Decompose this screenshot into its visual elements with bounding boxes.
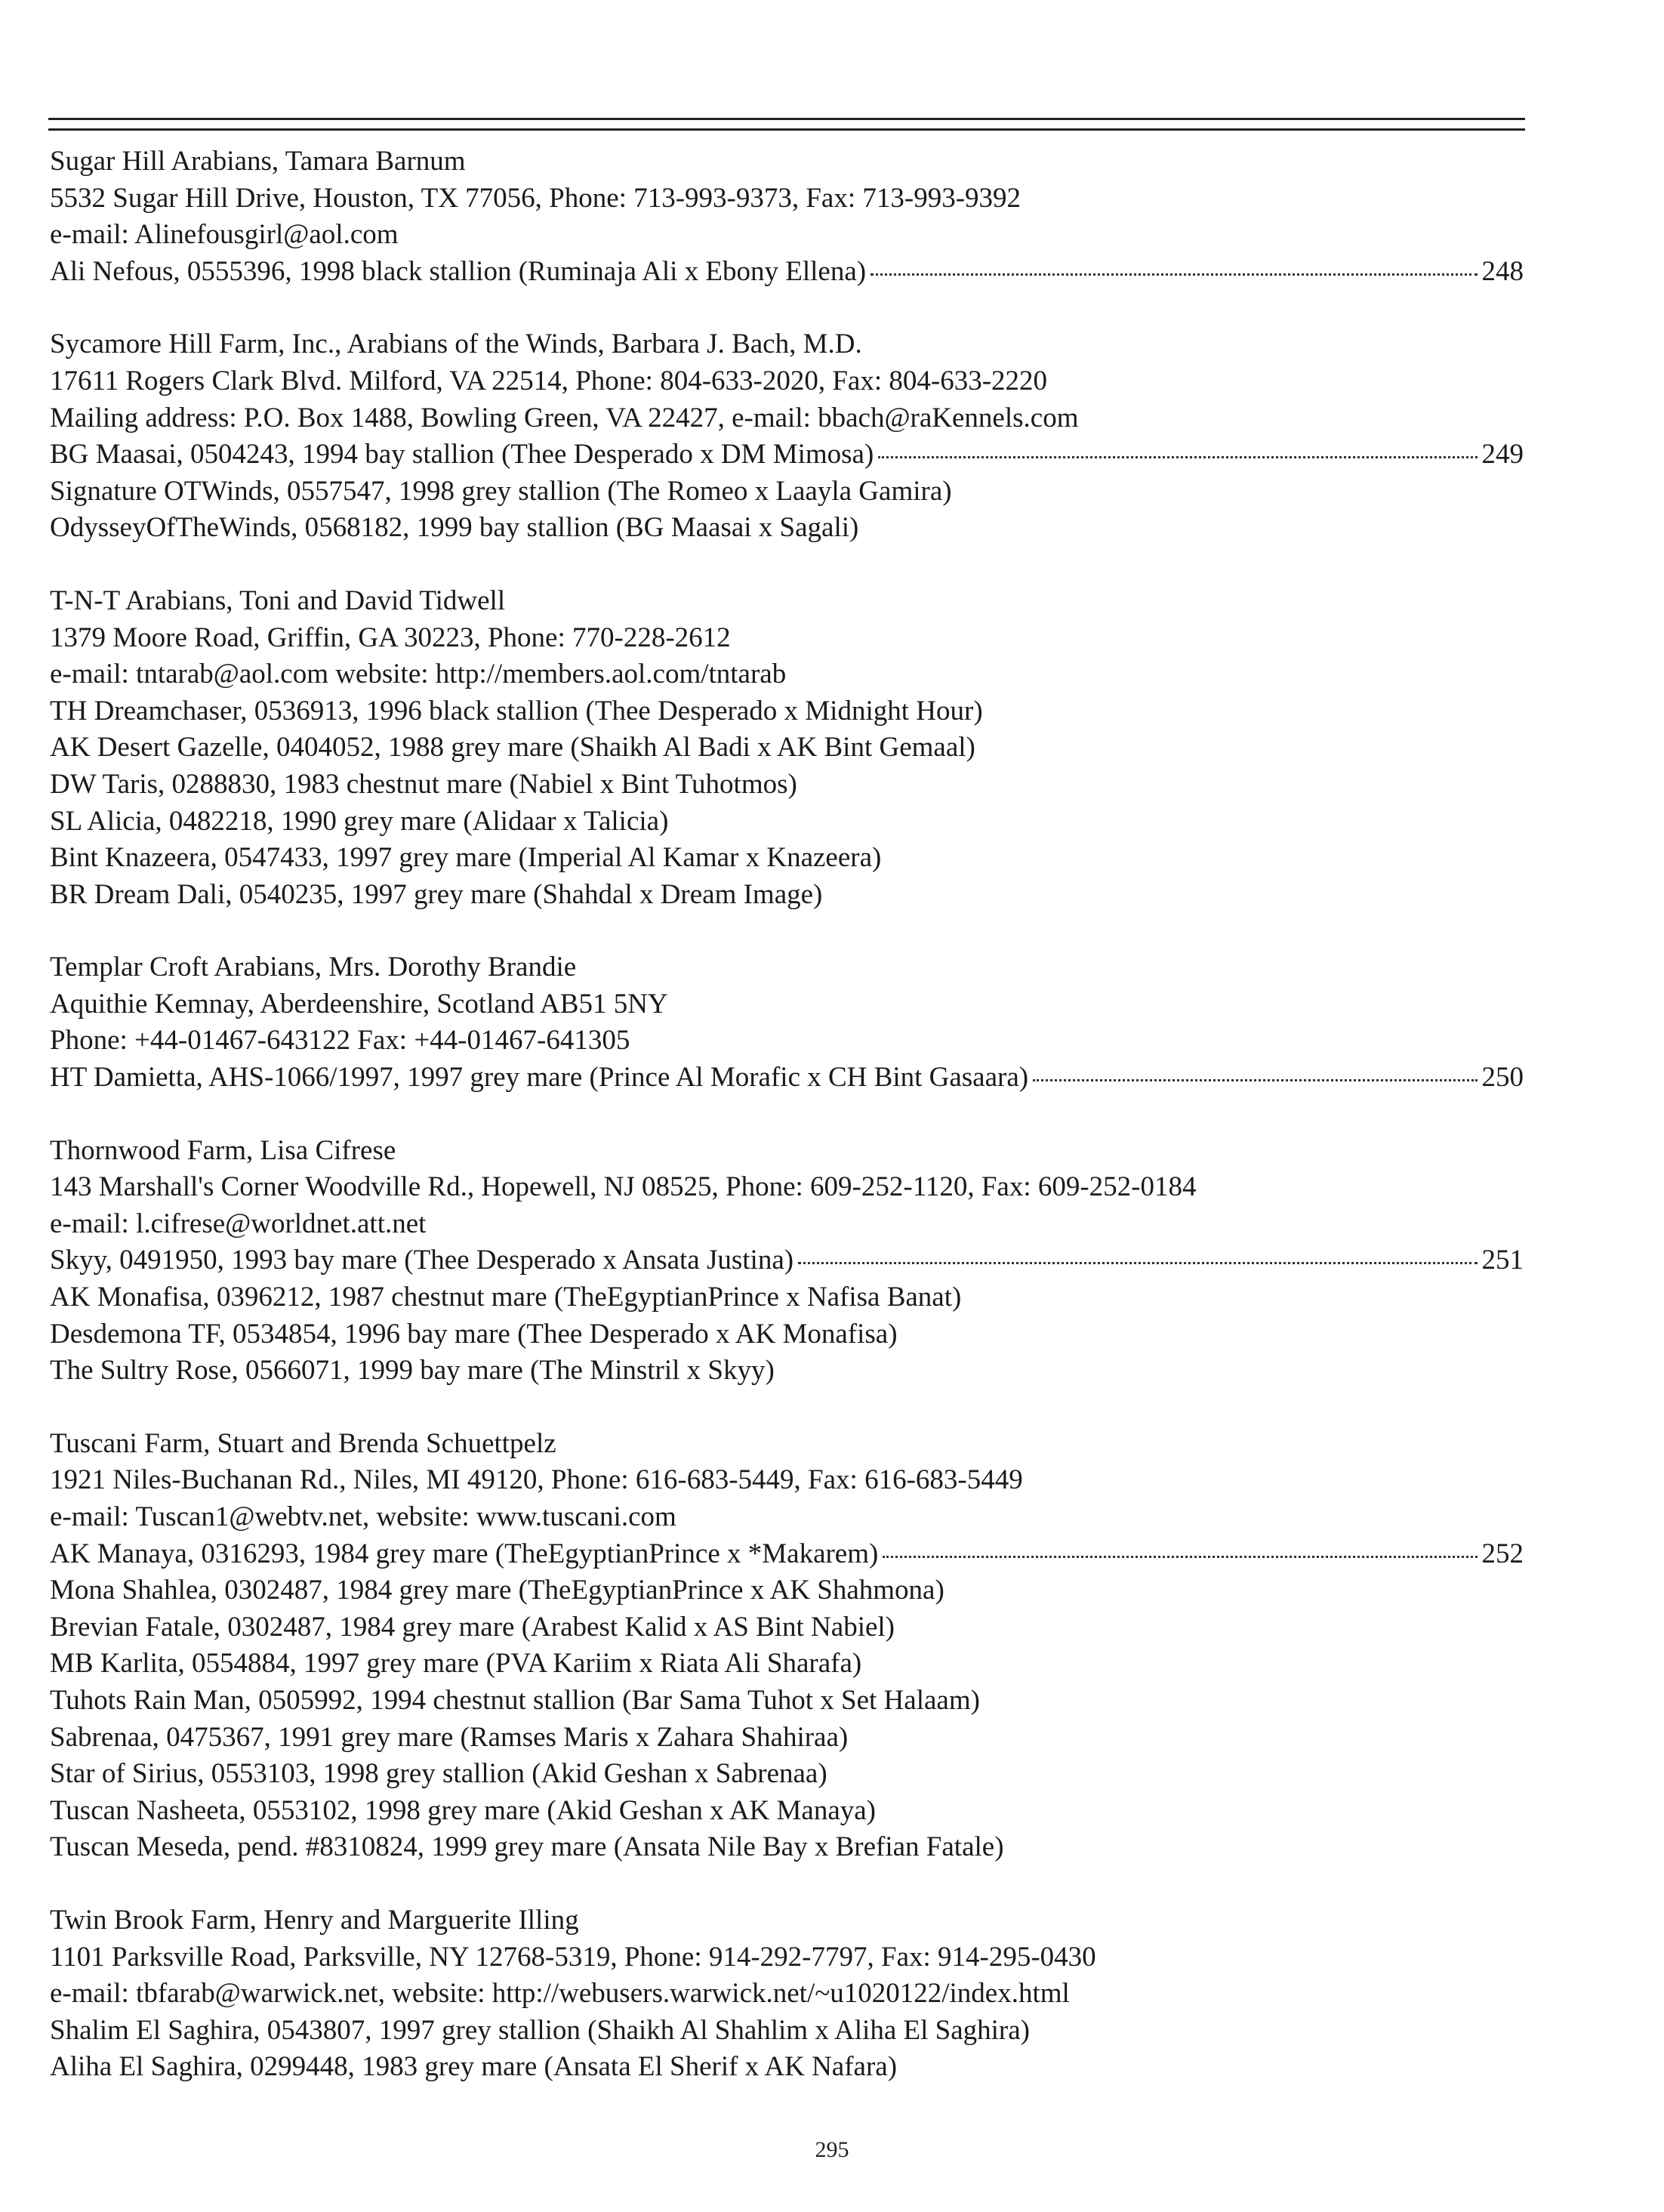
farm-address: 5532 Sugar Hill Drive, Houston, TX 77056, Phone: 713-993-9373, Fax: 713-993-9392	[50, 182, 1022, 214]
farm-contact: e-mail: Alinefousgirl@aol.com	[50, 219, 399, 251]
page-reference: 249	[1481, 439, 1524, 470]
farm-name: Sycamore Hill Farm, Inc., Arabians of the Winds, Barbara J. Bach, M.D.	[50, 329, 862, 360]
dot-leader	[798, 1262, 1477, 1264]
farm-entry	[50, 949, 1524, 1096]
horse-listing	[50, 1060, 1524, 1097]
farm-name: Templar Croft Arabians, Mrs. Dorothy Brandie	[50, 952, 577, 983]
farm-contact: e-mail: tntarab@aol.com website: http://members.aol.com/tntarab	[50, 659, 787, 690]
farm-name: Sugar Hill Arabians, Tamara Barnum	[50, 146, 466, 177]
farm-address: 1921 Niles-Buchanan Rd., Niles, MI 49120, Phone: 616-683-5449, Fax: 616-683-5449	[50, 1464, 1023, 1496]
farm-entry	[50, 143, 1524, 290]
horse-listing: Mona Shahlea, 0302487, 1984 grey mare (TheEgyptianPrince x AK Shahmona)	[50, 1575, 944, 1606]
horse-listing: Desdemona TF, 0534854, 1996 bay mare (Thee Desperado x AK Monafisa)	[50, 1318, 898, 1350]
horse-listing: SL Alicia, 0482218, 1990 grey mare (Alidaar x Talicia)	[50, 805, 669, 837]
farm-name: Tuscani Farm, Stuart and Brenda Schuettpelz	[50, 1427, 556, 1459]
horse-text: BG Maasai, 0504243, 1994 bay stallion (Thee Desperado x DM Mimosa)	[50, 439, 874, 470]
horse-listing: Bint Knazeera, 0547433, 1997 grey mare (Imperial Al Kamar x Knazeera)	[50, 842, 882, 874]
page-reference: 252	[1481, 1538, 1524, 1569]
horse-text: AK Manaya, 0316293, 1984 grey mare (TheEgyptianPrince x *Makarem)	[50, 1538, 879, 1569]
horse-text: Ali Nefous, 0555396, 1998 black stallion (Ruminaja Ali x Ebony Ellena)	[50, 255, 867, 287]
horse-listing: TH Dreamchaser, 0536913, 1996 black stallion (Thee Desperado x Midnight Hour)	[50, 695, 983, 727]
dot-leader	[878, 456, 1477, 458]
horse-listing: AK Monafisa, 0396212, 1987 chestnut mare (TheEgyptianPrince x Nafisa Banat)	[50, 1282, 962, 1313]
dot-leader	[871, 273, 1477, 276]
horse-listing: Tuhots Rain Man, 0505992, 1994 chestnut stallion (Bar Sama Tuhot x Set Halaam)	[50, 1684, 980, 1716]
farm-entry	[50, 1426, 1524, 1866]
horse-listing: Tuscan Meseda, pend. #8310824, 1999 grey mare (Ansata Nile Bay x Brefian Fatale)	[50, 1831, 1004, 1863]
horse-listing: Brevian Fatale, 0302487, 1984 grey mare (Arabest Kalid x AS Bint Nabiel)	[50, 1611, 895, 1643]
horse-listing: Shalim El Saghira, 0543807, 1997 grey stallion (Shaikh Al Shahlim x Aliha El Saghira)	[50, 2014, 1030, 2046]
page-reference: 251	[1481, 1245, 1524, 1276]
horse-listing: MB Karlita, 0554884, 1997 grey mare (PVA Kariim x Riata Ali Sharafa)	[50, 1648, 862, 1680]
farm-address: 1101 Parksville Road, Parksville, NY 12768-5319, Phone: 914-292-7797, Fax: 914-295-0430	[50, 1941, 1096, 1973]
farm-address: 17611 Rogers Clark Blvd. Milford, VA 22514, Phone: 804-633-2020, Fax: 804-633-2220	[50, 365, 1048, 396]
horse-text: HT Damietta, AHS-1066/1997, 1997 grey mare (Prince Al Morafic x CH Bint Gasaara)	[50, 1062, 1029, 1094]
horse-listing	[50, 1536, 1524, 1573]
farm-contact: e-mail: l.cifrese@worldnet.att.net	[50, 1208, 427, 1239]
horse-listing: Aliha El Saghira, 0299448, 1983 grey mare (Ansata El Sherif x AK Nafara)	[50, 2051, 898, 2083]
page-reference: 250	[1481, 1062, 1524, 1094]
horse-listing: OdysseyOfTheWinds, 0568182, 1999 bay stallion (BG Maasai x Sagali)	[50, 512, 859, 544]
top-rule	[48, 118, 1525, 120]
horse-listing: AK Desert Gazelle, 0404052, 1988 grey mare (Shaikh Al Badi x AK Bint Gemaal)	[50, 732, 975, 764]
top-rule-second	[48, 128, 1525, 131]
page-number: 295	[815, 2137, 849, 2162]
farm-name: Thornwood Farm, Lisa Cifrese	[50, 1134, 396, 1166]
farm-name: T-N-T Arabians, Toni and David Tidwell	[50, 585, 506, 616]
farm-address: Aquithie Kemnay, Aberdeenshire, Scotland AB51 5NY	[50, 988, 668, 1020]
farm-address: 143 Marshall's Corner Woodville Rd., Hopewell, NJ 08525, Phone: 609-252-1120, Fax: 609-252-0184	[50, 1171, 1197, 1203]
horse-listing: DW Taris, 0288830, 1983 chestnut mare (Nabiel x Bint Tuhotmos)	[50, 768, 797, 800]
farm-entry	[50, 1902, 1524, 2086]
horse-listing: Tuscan Nasheeta, 0553102, 1998 grey mare (Akid Geshan x AK Manaya)	[50, 1794, 876, 1826]
horse-listing: BR Dream Dali, 0540235, 1997 grey mare (Shahdal x Dream Image)	[50, 878, 823, 910]
farm-contact: Mailing address: P.O. Box 1488, Bowling Green, VA 22427, e-mail: bbach@raKennels.com	[50, 402, 1079, 433]
farm-contact: e-mail: tbfarab@warwick.net, website: http://webusers.warwick.net/~u1020122/index.html	[50, 1978, 1070, 2010]
farm-contact: Phone: +44-01467-643122 Fax: +44-01467-641305	[50, 1025, 630, 1057]
horse-listing: Signature OTWinds, 0557547, 1998 grey stallion (The Romeo x Laayla Gamira)	[50, 475, 952, 507]
farm-address: 1379 Moore Road, Griffin, GA 30223, Phone: 770-228-2612	[50, 622, 731, 653]
dot-leader	[883, 1556, 1477, 1558]
horse-listing: Star of Sirius, 0553103, 1998 grey stallion (Akid Geshan x Sabrenaa)	[50, 1758, 827, 1790]
farm-entry	[50, 1133, 1524, 1390]
farm-contact: e-mail: Tuscan1@webtv.net, website: www.tuscani.com	[50, 1501, 676, 1532]
horse-listing	[50, 1242, 1524, 1279]
dot-leader	[1033, 1079, 1477, 1081]
directory-listing	[50, 143, 1524, 2122]
farm-name: Twin Brook Farm, Henry and Marguerite Illing	[50, 1904, 579, 1936]
horse-listing	[50, 254, 1524, 291]
farm-entry	[50, 583, 1524, 913]
farm-entry	[50, 326, 1524, 547]
horse-listing	[50, 437, 1524, 474]
horse-listing: The Sultry Rose, 0566071, 1999 bay mare (The Minstril x Skyy)	[50, 1355, 775, 1387]
horse-text: Skyy, 0491950, 1993 bay mare (Thee Desperado x Ansata Justina)	[50, 1245, 794, 1276]
page-reference: 248	[1481, 255, 1524, 287]
horse-listing: Sabrenaa, 0475367, 1991 grey mare (Ramses Maris x Zahara Shahiraa)	[50, 1721, 849, 1753]
